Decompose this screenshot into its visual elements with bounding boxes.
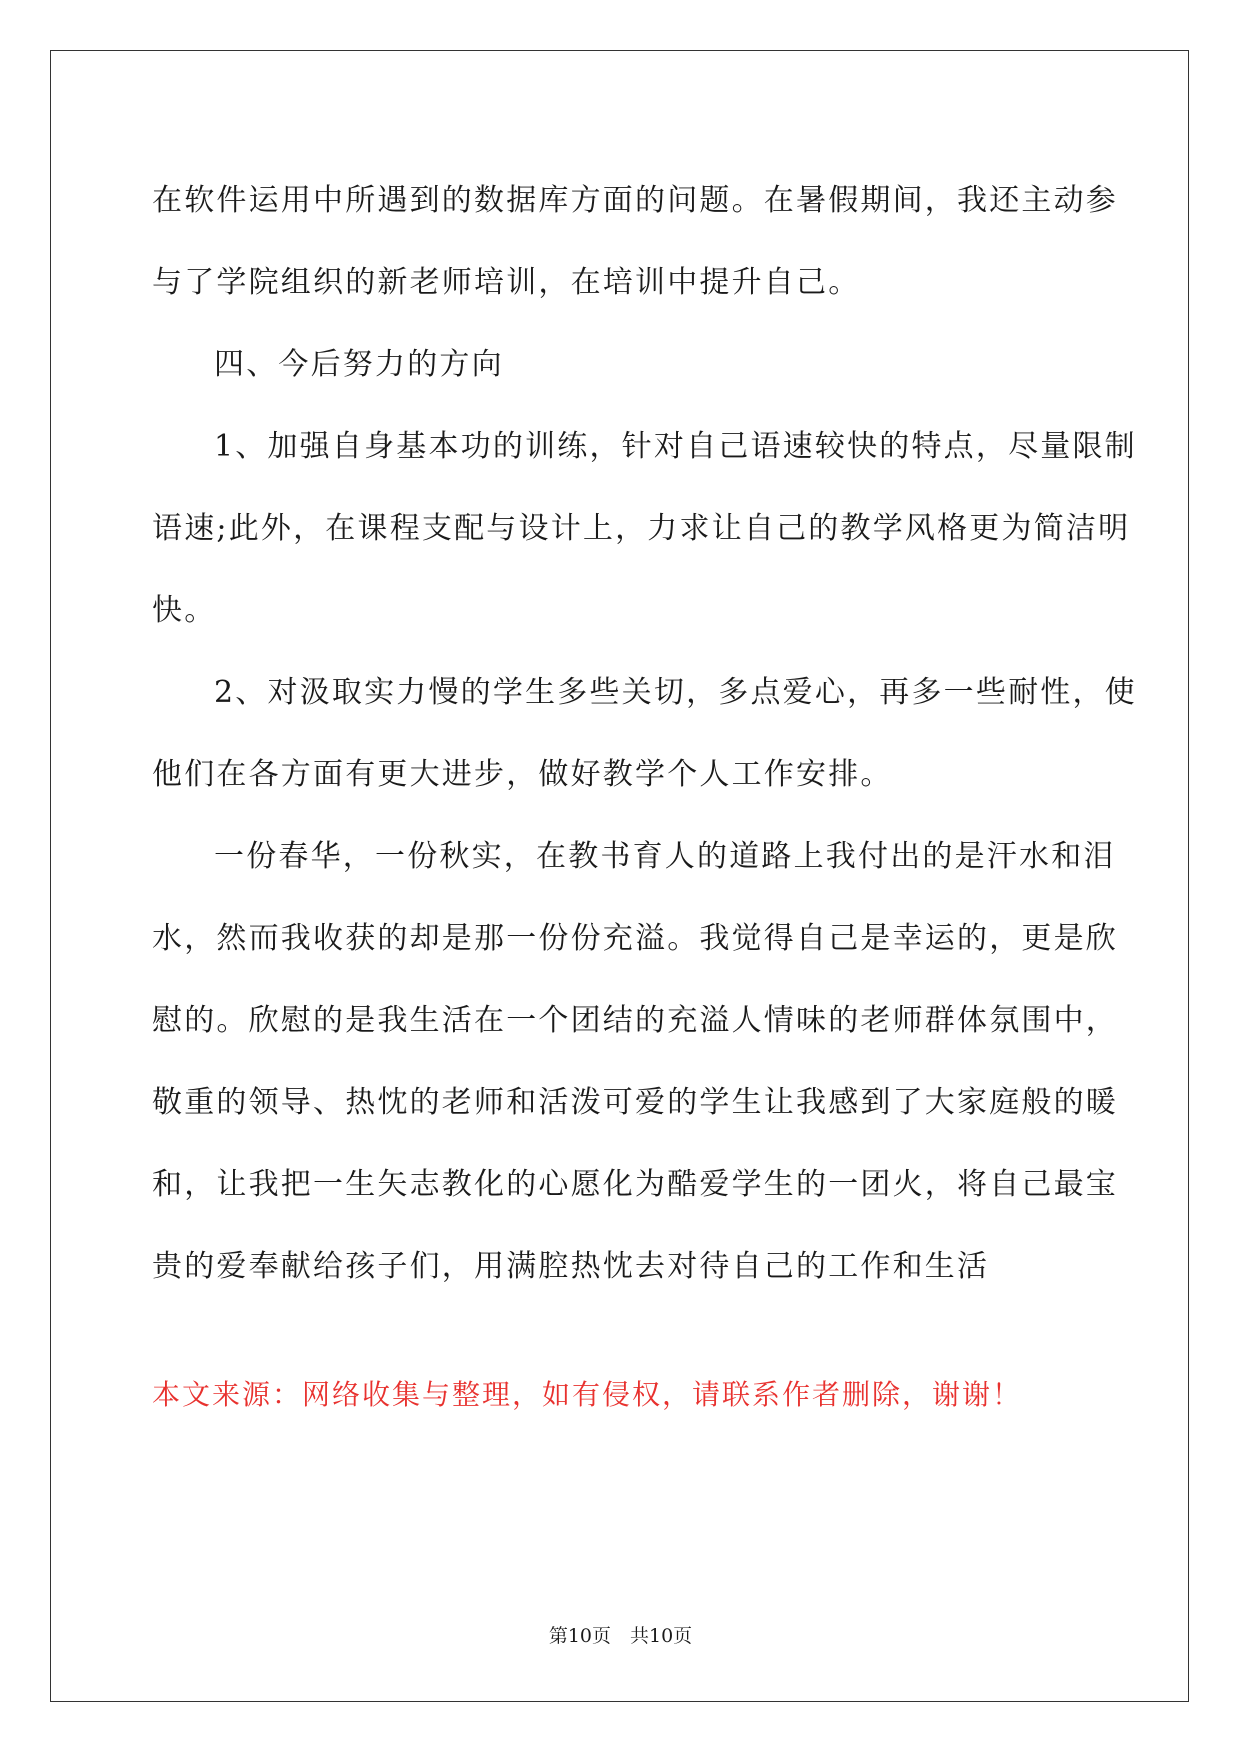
text-line: 水，然而我收获的却是那一份份充溢。我觉得自己是幸运的，更是欣 bbox=[152, 921, 1118, 956]
text-line: 在软件运用中所遇到的数据库方面的问题。在暑假期间，我还主动参 bbox=[152, 183, 1118, 218]
text-line: 快。 bbox=[152, 593, 217, 628]
text-line: 1、加强自身基本功的训练，针对自己语速较快的特点，尽量限制 bbox=[214, 429, 1137, 464]
page-number: 第10页 共10页 bbox=[548, 1625, 693, 1647]
text-line: 一份春华，一份秋实，在教书育人的道路上我付出的是汗水和泪 bbox=[214, 839, 1116, 874]
text-line: 他们在各方面有更大进步，做好教学个人工作安排。 bbox=[152, 757, 893, 792]
text-line: 2、对汲取实力慢的学生多些关切，多点爱心，再多一些耐性，使 bbox=[214, 675, 1137, 710]
paragraph bbox=[152, 816, 1118, 1308]
section-heading bbox=[152, 324, 1088, 406]
paragraph bbox=[152, 160, 1118, 324]
text-line: 语速;此外，在课程支配与设计上，力求让自己的教学风格更为简洁明 bbox=[152, 511, 1131, 546]
paragraph bbox=[152, 406, 1137, 652]
paragraph bbox=[152, 652, 1137, 816]
text-line: 慰的。欣慰的是我生活在一个团结的充溢人情味的老师群体氛围中， bbox=[152, 1003, 1118, 1038]
text-line: 与了学院组织的新老师培训，在培训中提升自己。 bbox=[152, 265, 861, 300]
source-note: 本文来源：网络收集与整理，如有侵权，请联系作者删除，谢谢！ bbox=[152, 1378, 1023, 1411]
text-line: 贵的爱奉献给孩子们，用满腔热忱去对待自己的工作和生活 bbox=[152, 1249, 990, 1284]
text-line: 和，让我把一生矢志教化的心愿化为酷爱学生的一团火，将自己最宝 bbox=[152, 1167, 1118, 1202]
text-line: 敬重的领导、热忱的老师和活泼可爱的学生让我感到了大家庭般的暖 bbox=[152, 1085, 1118, 1120]
text-line: 四、今后努力的方向 bbox=[214, 347, 504, 382]
document-body bbox=[152, 160, 1137, 1308]
